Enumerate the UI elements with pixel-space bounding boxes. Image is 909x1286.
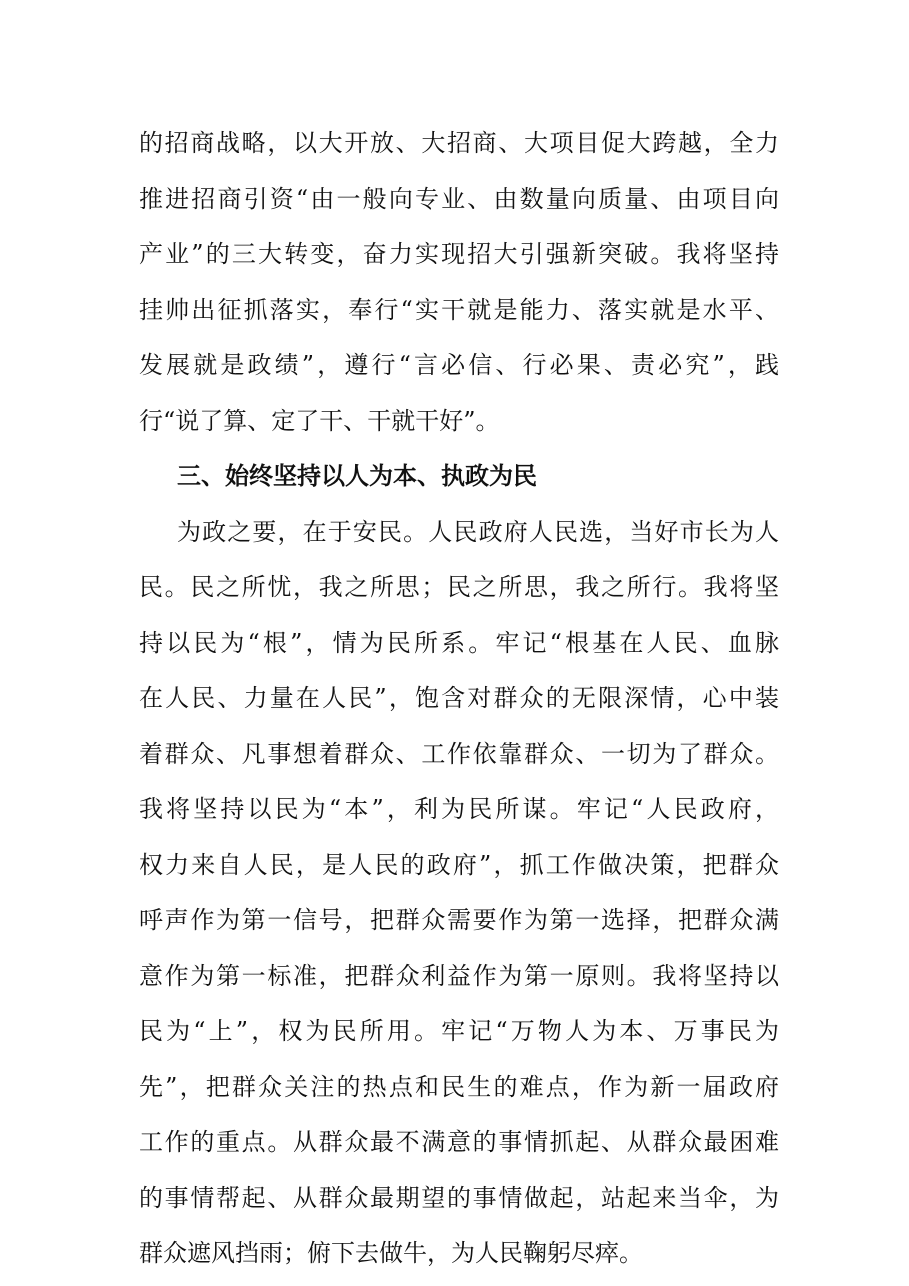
paragraph-line: 发展就是政绩”，遵行“言必信、行必果、责必究”，践 (139, 351, 779, 379)
paragraph-line: 民。民之所忧，我之所思；民之所思，我之所行。我将坚 (139, 573, 779, 601)
section-heading: 三、始终坚持以人为本、执政为民 (177, 461, 537, 490)
paragraph-line: 民为“上”，权为民所用。牢记“万物人为本、万事民为 (139, 1017, 779, 1045)
paragraph-line: 的事情帮起、从群众最期望的事情做起，站起来当伞，为 (139, 1184, 779, 1212)
paragraph-line: 权力来自人民，是人民的政府”，抓工作做决策，把群众 (139, 851, 779, 879)
paragraph-line: 推进招商引资“由一般向专业、由数量向质量、由项目向 (139, 185, 779, 213)
paragraph-line: 着群众、凡事想着群众、工作依靠群众、一切为了群众。 (139, 740, 779, 768)
paragraph-line: 先”，把群众关注的热点和民生的难点，作为新一届政府 (139, 1073, 779, 1101)
paragraph-line: 我将坚持以民为“本”，利为民所谋。牢记“人民政府， (139, 795, 779, 823)
paragraph-line: 挂帅出征抓落实，奉行“实干就是能力、落实就是水平、 (139, 296, 779, 324)
paragraph-line: 意作为第一标准，把群众利益作为第一原则。我将坚持以 (139, 962, 779, 990)
paragraph-line: 行“说了算、定了干、干就干好”。 (139, 407, 500, 435)
paragraph-line: 的招商战略，以大开放、大招商、大项目促大跨越，全力 (139, 129, 779, 157)
paragraph-line: 持以民为“根”，情为民所系。牢记“根基在人民、血脉 (139, 629, 779, 657)
paragraph-line: 工作的重点。从群众最不满意的事情抓起、从群众最困难 (139, 1128, 779, 1156)
paragraph-line: 产业”的三大转变，奋力实现招大引强新突破。我将坚持 (139, 240, 779, 268)
paragraph-line: 呼声作为第一信号，把群众需要作为第一选择，把群众满 (139, 906, 779, 934)
paragraph-line: 为政之要，在于安民。人民政府人民选，当好市长为人 (177, 518, 779, 546)
paragraph-line: 在人民、力量在人民”，饱含对群众的无限深情，心中装 (139, 684, 779, 712)
paragraph-line: 群众遮风挡雨；俯下去做牛，为人民鞠躬尽瘁。 (139, 1239, 643, 1267)
